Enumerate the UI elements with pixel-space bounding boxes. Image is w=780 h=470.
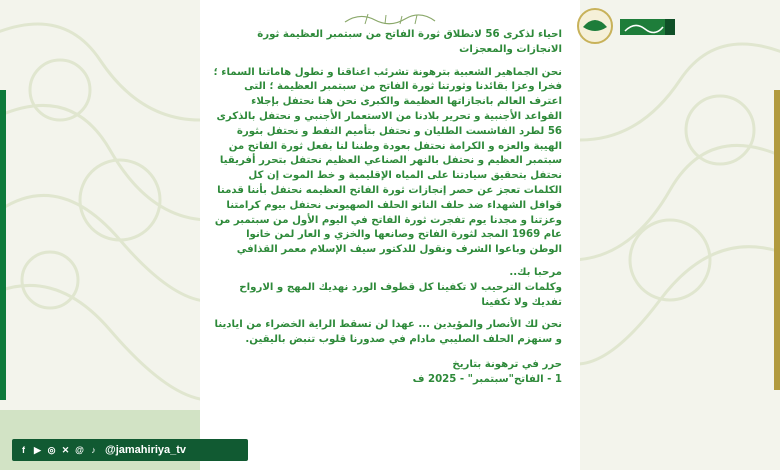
tiktok-icon[interactable]: ♪ — [91, 445, 96, 455]
arabesque-pattern-left — [0, 0, 200, 470]
left-green-stripe — [0, 90, 6, 400]
letter-date: 1 - الفاتح"سبتمبر" - 2025 ف — [412, 373, 562, 385]
letter-welcome-text: وكلمات الترحيب لا تكفينا كل قطوف الورد نهديك المهج و الارواح تفديك ولا تكفينا — [239, 281, 562, 308]
facebook-icon[interactable]: f — [22, 445, 25, 455]
letter-body: نحن الجماهير الشعبية بترهونة تشرئب اعناقنا و تطول هاماتنا السماء ؛ فخرا وعزا بقائدنا وثورتنا ثورة الفاتح من سبتمبر العظيمة ؛ التى اعترف العالم بانجازاتها العظيمة والكبرى نحن هنا نحتفل بإجلاء القواعد الأجنبية و تحرير بلادنا من الاستعمار الأجنبي و نحتفل بالذكرى 56 لطرد الفاشست الطليان و نحتفل بتأميم النفط و نحتفل بثورة الهيبة والعزه و الكرامة نحتفل بعودة وطننا لنا بفعل ثورة الفاتح من سبتمبر العظيم و نحتفل بالنهر الصناعي العظيم نحتفل بتحرر أفريقيا نحتفل بتحقيق سيادتنا على المياه الإقليمية و خط الموت إن كل الكلمات تعجز عن حصر إنجازات ثورة الفاتح العظيمه نحتفل بأننا قدمنا قوافل الشهداء ضد حلف الناتو الحلف الصهيونى نحتفل بيوم كرامتنا وعزتنا و مجدنا يوم تفجرت ثورة الفاتح في اليوم الأول من سبتمبر من عام 1969 المجد لثورة الفاتح وصانعها والخزي و العار لمن خانوا الوطن وباعوا الشرف ونقول للدكتور سيف الإسلام معمر القذافي — [213, 66, 562, 256]
threads-icon[interactable]: @ — [75, 445, 84, 455]
instagram-icon[interactable]: ◎ — [47, 444, 56, 455]
social-handle[interactable]: @jamahiriya_tv — [105, 444, 187, 456]
left-decorative-panel — [0, 0, 200, 470]
social-handle-bar — [12, 439, 248, 461]
basmala-calligraphy — [340, 10, 440, 28]
letter-heading: احياء لذكرى 56 لانطلاق ثورة الفاتح من سبتمبر العظيمة ثورة الانجازات والمعجزات — [257, 29, 562, 55]
letter-text — [212, 28, 562, 388]
letter-pledge: نحن لك الأنصار والمؤيدين ... عهدا لن تسقط الراية الخضراء من ايادينا و سنهزم الحلف الصليبي مادام في صدورنا قلوب تنبض باليقين. — [214, 319, 562, 346]
letter-welcome: مرحبا بك.. — [509, 266, 562, 278]
x-icon[interactable]: ✕ — [61, 444, 70, 455]
channel-logo — [565, 5, 680, 47]
letter-place: حرر في ترهونة بتاريخ — [452, 358, 562, 370]
right-decorative-panel — [580, 0, 780, 470]
right-gold-stripe — [774, 90, 780, 390]
youtube-icon[interactable]: ▶ — [34, 444, 41, 455]
arabesque-pattern-right — [580, 0, 780, 470]
